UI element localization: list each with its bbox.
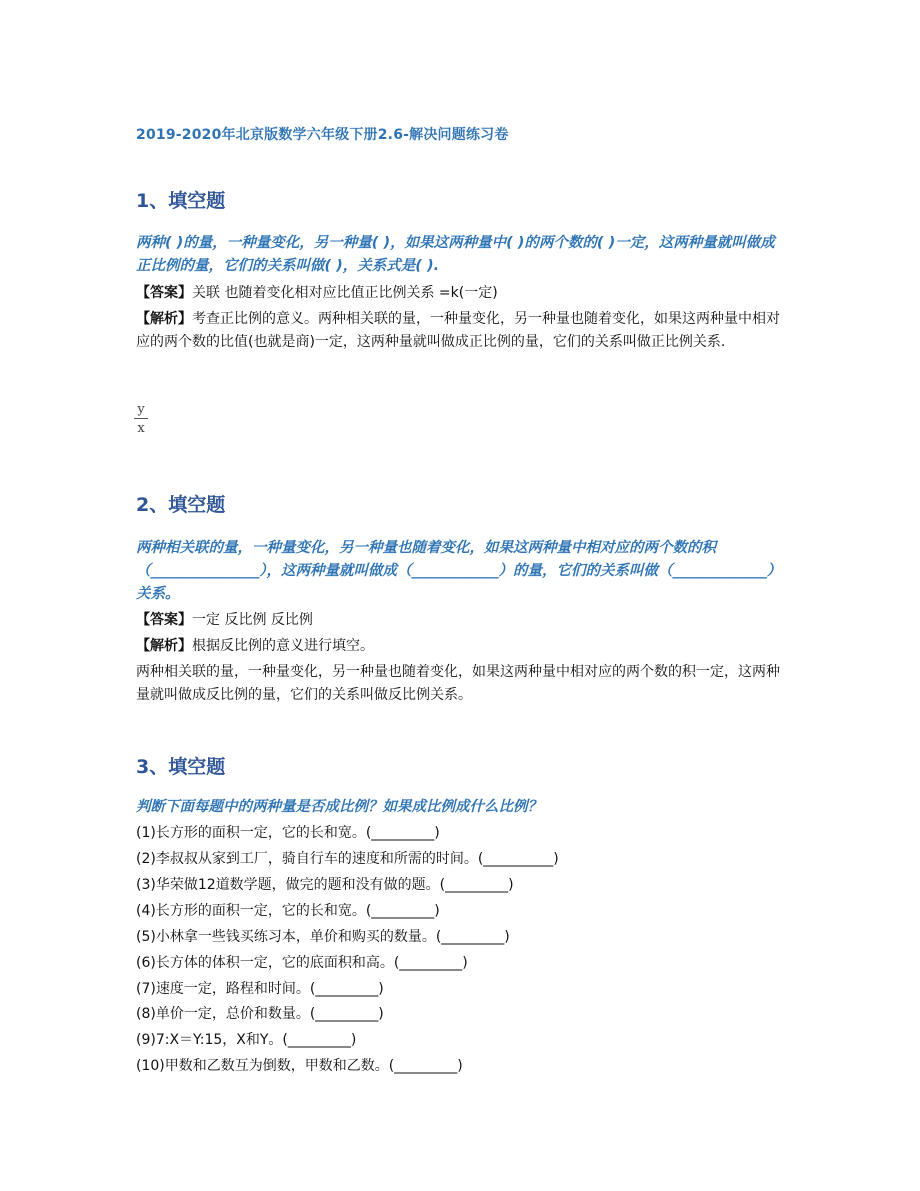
document-title: 2019-2020年北京版数学六年级下册2.6-解决问题练习卷 [136,127,509,143]
analysis-text: 根据反比例的意义进行填空。 [192,638,374,654]
list-item: (1)长方形的面积一定，它的长和宽。(_________) [136,825,440,841]
section-2-heading: 2、填空题 [136,494,226,516]
section-1-analysis [136,308,786,354]
section-3-heading: 3、填空题 [136,756,226,778]
section-2-answer [136,609,786,632]
answer-text: 关联 也随着变化相对应比值正比例关系 =k(一定) [192,285,498,301]
answer-label: 【答案】 [136,612,192,628]
analysis-label: 【解析】 [136,638,192,654]
section-2-analysis [136,635,786,658]
list-item: (2)李叔叔从家到工厂，骑自行车的速度和所需的时间。(__________) [136,851,559,867]
fraction-denominator: x [137,421,145,436]
list-item: (8)单价一定，总价和数量。(_________) [136,1006,384,1022]
list-item: (9)7:X＝Y:15，X和Y。(_________) [136,1032,357,1048]
fraction-y-over-x [134,402,148,436]
answer-text: 一定 反比例 反比例 [192,612,313,628]
list-item: (3)华荣做12道数学题，做完的题和没有做的题。(_________) [136,877,514,893]
list-item: (10)甲数和乙数互为倒数，甲数和乙数。(_________) [136,1058,463,1074]
list-item: (5)小林拿一些钱买练习本，单价和购买的数量。(_________) [136,929,510,945]
list-item: (4)长方形的面积一定，它的长和宽。(_________) [136,903,440,919]
section-2-analysis-detail: 两种相关联的量，一种量变化，另一种量也随着变化，如果这两种量中相对应的两个数的积一定，这两种量就叫做成反比例的量，它们的关系叫做反比例关系。 [136,664,780,703]
section-1-question: 两种( )的量，一种量变化，另一种量( )，如果这两种量中( )的两个数的( )一定，这两种量就叫做成正比例的量，它们的关系叫做( )，关系式是( ). [136,235,775,274]
fraction-bar [134,418,148,419]
list-item: (6)长方体的体积一定，它的底面积和高。(_________) [136,955,468,971]
section-2-question: 两种相关联的量，一种量变化，另一种量也随着变化，如果这两种量中相对应的两个数的积（_______________），这两种量就叫做成（____________）的量，它们的关系叫做（_____________）关系。 [136,540,782,602]
answer-label: 【答案】 [136,285,192,301]
section-3-question: 判断下面每题中的两种量是否成比例？如果成比例成什么比例？ [136,799,542,815]
analysis-label: 【解析】 [136,311,192,327]
section-1-heading: 1、填空题 [136,190,226,212]
fraction-numerator: y [137,402,145,417]
list-item: (7)速度一定，路程和时间。(_________) [136,981,384,997]
analysis-text: 考查正比例的意义。两种相关联的量，一种量变化，另一种量也随着变化，如果这两种量中相对应的两个数的比值(也就是商)一定，这两种量就叫做成正比例的量，它们的关系叫做正比例关系. [136,311,780,350]
section-1-answer [136,282,786,305]
